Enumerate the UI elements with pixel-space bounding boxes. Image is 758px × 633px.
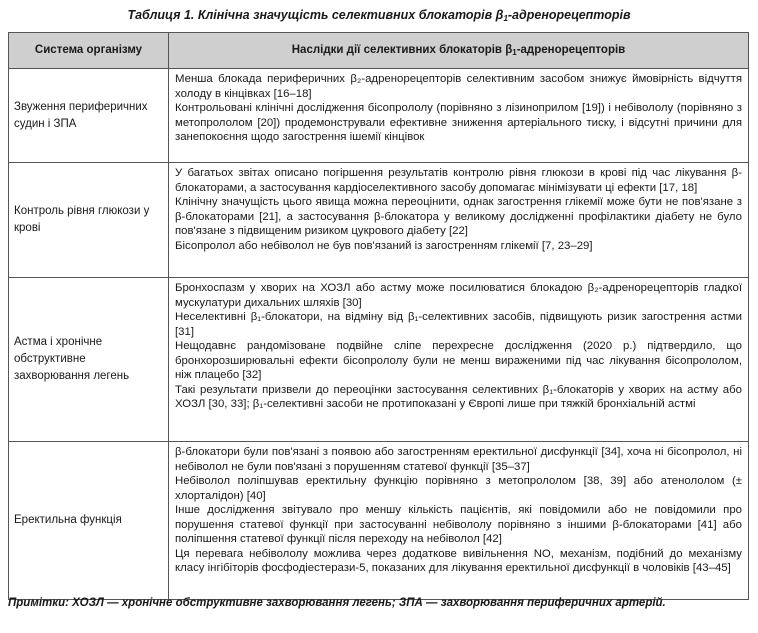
- table-row: [9, 442, 749, 600]
- effect-paragraph: Ця перевага небівололу можлива через додаткове вивільнення NO, механізм, подібний до механізму класу інгібіторів фосфодіестерази-5, показаних для лікування еректильної дисфункції в чоловіків [43–45]: [175, 547, 742, 574]
- effect-paragraph: Контрольовані клінічні дослідження бісопрололу (порівняно з лізиноприлом [19]) і небівололу (порівняно з метопрололом [20]) продемонстрували ефективне зниження артеріального тиску, і відсутні причини для занепокоєння щодо загострення ішемії кінцівок: [175, 102, 742, 143]
- header-effects: Наслідки дії селективних блокаторів $\beta_1$-адренорецепторів: [169, 33, 749, 69]
- effect-paragraph: Інше дослідження звітувало про меншу кількість пацієнтів, які повідомили або не повідомили про порушення статевої функції при застосуванні небівололу порівняно з іншими β-блокаторами [41] або поліпшення статевої функції після переходу на небіволол [42]: [175, 504, 742, 545]
- table-header-row: [9, 33, 749, 69]
- table-row: [9, 278, 749, 442]
- effect-paragraph: У багатьох звітах описано погіршення результатів контролю рівня глюкози в крові під час лікування β-блокаторами, а застосування кардіоселективного засобу допомагає мінімізувати ці ефекти [17, 18]: [175, 167, 742, 194]
- effect-paragraph: Неселективні β₁-блокатори, на відміну від β₁-селективних засобів, підвищують ризик загострення астми [31]: [175, 311, 742, 338]
- effect-paragraph: β-блокатори були пов'язані з появою або загостренням еректильної дисфункції [34], хоча ні бісопролол, ні небіволол не були пов'язані з порушенням статевої функції [35–37]: [175, 446, 742, 473]
- effects-cell: [169, 69, 749, 163]
- header-system: Система організму: [9, 33, 169, 69]
- effects-cell: [169, 442, 749, 600]
- system-cell: Контроль рівня глюкози у крові: [9, 163, 169, 278]
- table-notes: Примітки: ХОЗЛ — хронічне обструктивне захворювання легень; ЗПА — захворювання периферичних артерій.: [8, 597, 666, 609]
- effect-paragraph: Такі результати призвели до переоцінки застосування селективних β₁-блокаторів у хворих на астму або ХОЗЛ [30, 33]; β₁-селективні засоби не протипоказані у Європі лише при тяжкій бронхіальній астмі: [175, 383, 742, 410]
- effect-paragraph: Клінічну значущість цього явища можна переоцінити, однак загострення глікемії може бути не пов'язане з β-блокаторами [21], а застосування β-блокатора у великому дослідженні профілактики діабету не було пов'язане з підвищеним ризиком цукрового діабету [22]: [175, 196, 742, 237]
- effect-paragraph: Бісопролол або небіволол не був пов'язаний із загостренням глікемії [7, 23–29]: [175, 239, 593, 252]
- effect-paragraph: Небіволол поліпшував еректильну функцію порівняно з метопрололом [38, 39] або атенололом (± хлорталідон) [40]: [175, 475, 742, 502]
- effects-cell: [169, 278, 749, 442]
- effect-paragraph: Нещодавнє рандомізоване подвійне сліпе перехресне дослідження (2020 р.) підтвердило, що бронхорозширювальні ефекти бісопрололу були не менш вираженими під час лікування бісопрололом, ніж плацебо [32]: [175, 340, 742, 381]
- system-cell: Звуження периферичних судин і ЗПА: [9, 69, 169, 163]
- table-row: [9, 163, 749, 278]
- table-caption: Таблиця 1. Клінічна значущість селективних блокаторів $\beta_1$-адренорецепторів: [127, 8, 631, 23]
- effect-paragraph: Менша блокада периферичних β₂-адренорецепторів селективним засобом знижує ймовірність відчуття холоду в кінцівках [16–18]: [175, 73, 742, 100]
- effects-cell: [169, 163, 749, 278]
- system-cell: Астма і хронічне обструктивне захворювання легень: [9, 278, 169, 442]
- table-row: [9, 69, 749, 163]
- effect-paragraph: Бронхоспазм у хворих на ХОЗЛ або астму може посилюватися блокадою β₂-адренорецепторів гладкої мускулатури дихальних шляхів [30]: [175, 282, 742, 309]
- clinical-significance-table: [8, 32, 749, 600]
- system-cell: Еректильна функція: [9, 442, 169, 600]
